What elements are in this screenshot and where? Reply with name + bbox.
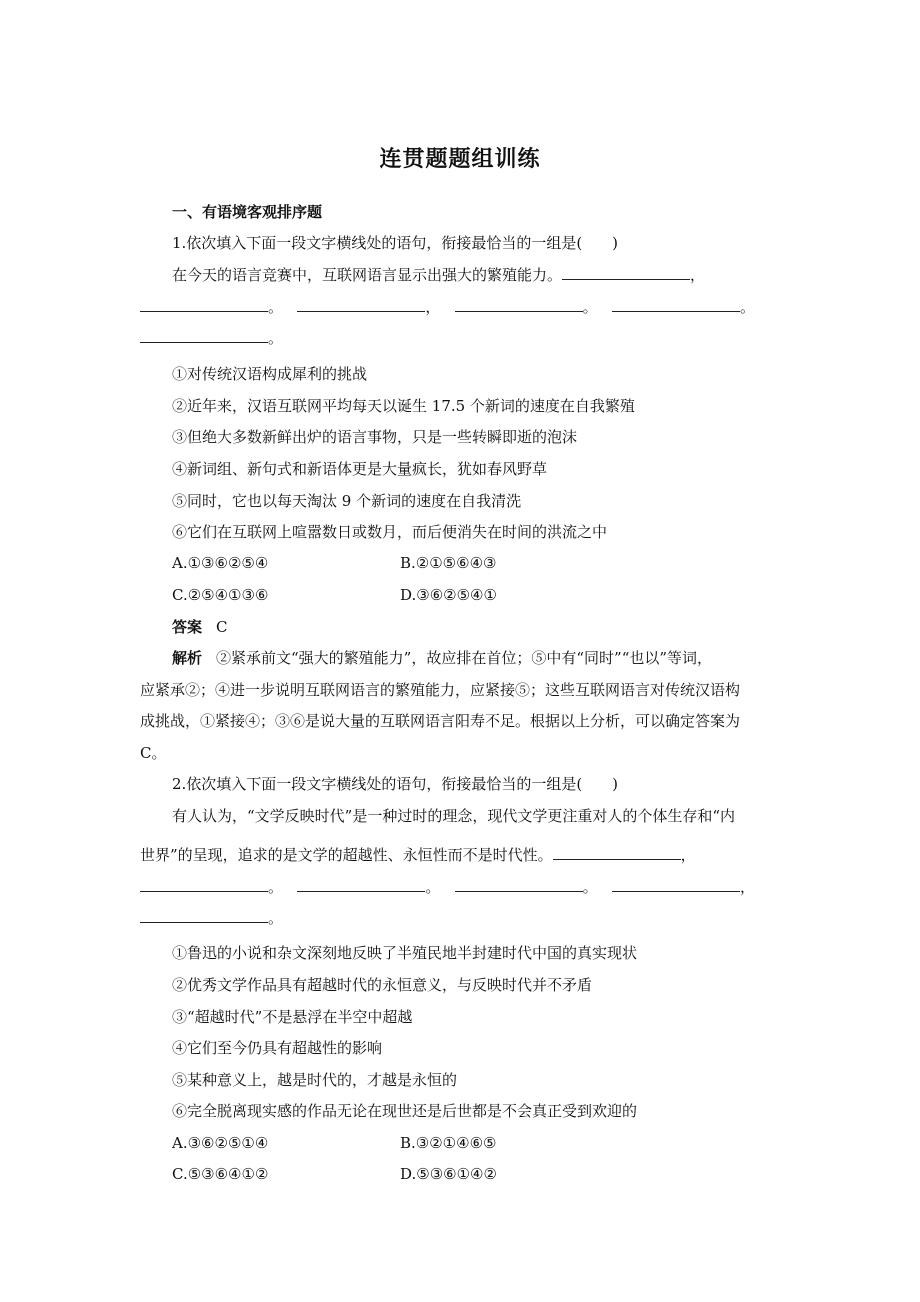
q2-passage: 世界”的呈现，追求的是文学的超越性、永恒性而不是时代性。 [140,846,553,864]
q2-item: ⑥完全脱离现实感的作品无论在现世还是后世都是不会真正受到欢迎的 [172,1102,638,1120]
q1-item: ③但绝大多数新鲜出炉的语言事物，只是一些转瞬即逝的泡沫 [172,428,578,446]
q1-item: ⑥它们在互联网上喧嚣数日或数月，而后便消失在时间的洪流之中 [172,523,608,541]
q2-item: ④它们至今仍具有超越性的影响 [172,1039,383,1057]
q1-blank-6 [140,328,268,343]
q1-analysis-line-4: C。 [140,744,167,762]
q2-blank-3 [297,877,425,892]
q2-blank-4 [455,877,583,892]
q1-option-b: B.②①⑤⑥④③ [400,554,497,572]
q2-sep: 。 [268,909,284,927]
q1-sep: 。 [739,298,755,316]
q2-item: ⑤某种意义上，越是时代的，才越是永恒的 [172,1071,458,1089]
q2-passage-line-2 [140,845,790,865]
q1-answer-line [172,617,822,637]
q2-blank-5 [612,877,740,892]
q1-item: ④新词组、新句式和新语体更是大量疯长，犹如春风野草 [172,460,548,478]
section-heading: 一、有语境客观排序题 [172,203,323,221]
q2-option-a: A.③⑥②⑤①④ [172,1134,269,1152]
q1-analysis-line-1 [172,648,790,668]
q1-item: ①对传统汉语构成犀利的挑战 [172,365,368,383]
q1-option-d: D.③⑥②⑤④① [400,586,497,604]
analysis-label: 解析 [172,649,203,667]
q2-option-d: D.⑤③⑥①④② [400,1165,497,1183]
q2-option-b: B.③②①④⑥⑤ [400,1134,497,1152]
q2-sep: ， [680,846,696,864]
analysis-text: ②紧承前文“强大的繁殖能力”，故应排在首位；⑤中有“同时”“也以”等词， [216,649,713,667]
q2-blanks-line [140,877,790,897]
q1-blank-2 [140,297,268,312]
q2-blank-1 [553,845,681,860]
q1-last-blank-line [140,328,790,348]
q1-passage: 在今天的语言竞赛中，互联网语言显示出强大的繁殖能力。 [172,266,563,284]
q1-blanks-line [140,297,790,317]
page-title: 连贯题题组训练 [379,147,541,172]
q1-stem: 1.依次填入下面一段文字横线处的语句，衔接最恰当的一组是( ) [172,234,619,252]
q1-option-a: A.①③⑥②⑤④ [172,554,269,572]
q1-analysis-line-3: 成挑战，①紧接④；③⑥是说大量的互联网语言阳寿不足。根据以上分析，可以确定答案为 [140,712,741,730]
q2-sep: 。 [425,878,441,896]
q1-item: ⑤同时，它也以每天淘汰 9 个新词的速度在自我清洗 [172,492,522,510]
q2-last-blank-line [140,908,790,928]
q2-blank-6 [140,908,268,923]
q2-item: ②优秀文学作品具有超越时代的永恒意义，与反映时代并不矛盾 [172,976,593,994]
q1-option-c: C.②⑤④①③⑥ [172,586,269,604]
q2-stem: 2.依次填入下面一段文字横线处的语句，衔接最恰当的一组是( ) [172,775,619,793]
q1-item: ②近年来，汉语互联网平均每天以诞生 17.5 个新词的速度在自我繁殖 [172,397,635,415]
q1-passage-line [172,265,822,285]
q2-sep: ， [739,878,755,896]
q2-item: ③“超越时代”不是悬浮在半空中超越 [172,1008,413,1026]
answer-label: 答案 [172,618,203,636]
q2-item: ①鲁迅的小说和杂文深刻地反映了半殖民地半封建时代中国的真实现状 [172,944,638,962]
q1-blank-1 [562,265,690,280]
q1-sep: ， [690,266,706,284]
q1-sep: 。 [268,329,284,347]
q2-option-c: C.⑤③⑥④①② [172,1165,269,1183]
q1-blank-3 [297,297,425,312]
q2-blank-2 [140,877,268,892]
q2-sep: 。 [582,878,598,896]
q1-sep: 。 [582,298,598,316]
q2-sep: 。 [268,878,284,896]
q2-passage-line-1: 有人认为，“文学反映时代”是一种过时的理念，现代文学更注重对人的个体生存和“内 [172,807,736,825]
q1-blank-5 [612,297,740,312]
q1-blank-4 [455,297,583,312]
answer-value: C [216,618,228,636]
q1-analysis-line-2: 应紧承②；④进一步说明互联网语言的繁殖能力，应紧接⑤；这些互联网语言对传统汉语构 [140,681,741,699]
q1-sep: 。 [268,298,284,316]
q1-sep: ， [425,298,441,316]
